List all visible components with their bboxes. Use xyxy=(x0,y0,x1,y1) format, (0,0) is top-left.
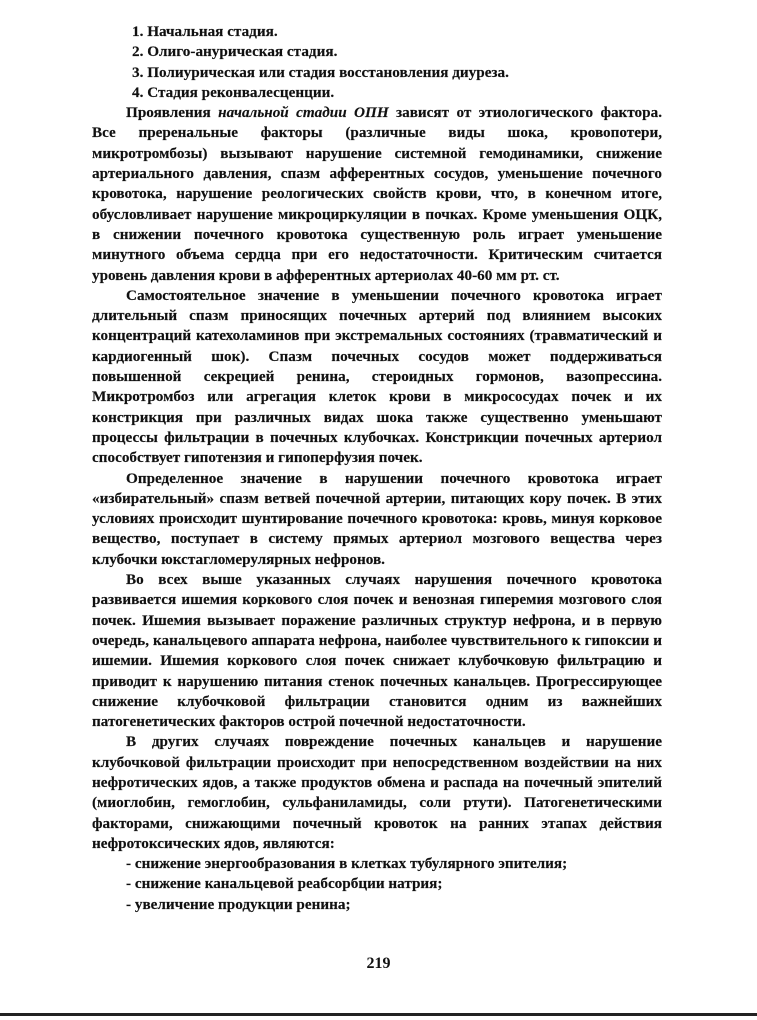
term-opn: ОПН xyxy=(346,104,389,122)
factor-item: - увеличение продукции ренина; xyxy=(126,895,351,913)
paragraph-body: зависят от этиологического фактора. Все преренальные факторы (различные виды шока, кровопотери, микротромбозы) вызывают нарушение системной гемодинамики, снижение артериального давления, спазм афферентных сосудов, уменьшение почечного кровотока, нарушение реологических свойств крови, что, в конечном итоге, обусловливает нарушение микроциркуляции в почках. Кроме уменьшения ОЦК, в снижении почечного кровотока существенную роль играет уменьшение минутного объема сердца при его недостаточности. Критическим считается уровень давления крови в афферентных артериолах 40-60 мм рт. ст. xyxy=(92,104,662,284)
stage-item: 1. Начальная стадия. xyxy=(132,23,278,40)
paragraph-lead: Проявления xyxy=(126,104,219,122)
bottom-border xyxy=(0,1013,757,1016)
paragraph-toxic-damage: В других случаях повреждение почечных канальцев и нарушение клубочковой фильтрации происходит при непосредственном воздействии на них нефротических ядов, а также продуктов обмена и распада на почечный эпителий (миоглобин, гемоглобин, сульфаниламиды, соли ртути). Патогенетическими факторами, снижающими почечный кровоток на ранних этапах действия нефротоксических ядов, являются: xyxy=(92,733,662,852)
stage-item: 4. Стадия реконвалесценции. xyxy=(132,83,335,101)
paragraph-ischemia: Во всех выше указанных случаях нарушения почечного кровотока развивается ишемия коркового слоя почек и венозная гиперемия мозгового слоя почек. Ишемия вызывает поражение различных структур нефрона, и в первую очередь, канальцевого аппарата нефрона, наиболее чувствительного к гипоксии и ишемии. Ишемия коркового слоя почек снижает клубочковую фильтрацию и приводит к нарушению питания стенок почечных канальцев. Прогрессирующее снижение клубочковой фильтрации становится одним из важнейших патогенетических факторов острой почечной недостаточности. xyxy=(92,571,662,731)
factor-item: - снижение энергообразования в клетках тубулярного эпителия; xyxy=(126,855,568,873)
page-number: 219 xyxy=(366,955,391,972)
document-page xyxy=(92,22,662,915)
term-initial-stage: начальной стадии xyxy=(218,104,347,122)
factor-list xyxy=(92,854,662,915)
paragraph-initial-stage xyxy=(92,103,662,286)
stage-item: 2. Олиго-анурическая стадия. xyxy=(132,43,338,61)
factor-item: - снижение канальцевой реабсорбции натрия; xyxy=(126,875,443,893)
paragraph-spasm: Самостоятельное значение в уменьшении почечного кровотока играет длительный спазм приносящих почечных артерий под влиянием высоких концентраций катехоламинов при экстремальных состояниях (травматический и кардиогенный шок). Спазм почечных сосудов может поддерживаться повышенной секрецией ренина, стероидных гормонов, вазопрессина. Микротромбоз или агрегация клеток крови в микрососудах почек и их констрикция при различных видах шока также существенно уменьшают процессы фильтрации в почечных клубочках. Констрикции почечных артериол способствует гипотензия и гипоперфузия почек. xyxy=(92,286,662,467)
paragraph-selective-spasm: Определенное значение в нарушении почечного кровотока играет «избирательный» спазм ветвей почечной артерии, питающих кору почек. В этих условиях происходит шунтирование почечного кровотока: кровь, минуя корковое вещество, поступает в систему прямых артериол мозгового вещества через клубочки юкстагломерулярных нефронов. xyxy=(92,469,662,568)
stage-item: 3. Полиурическая или стадия восстановления диуреза. xyxy=(132,63,509,81)
stage-list xyxy=(92,22,662,103)
